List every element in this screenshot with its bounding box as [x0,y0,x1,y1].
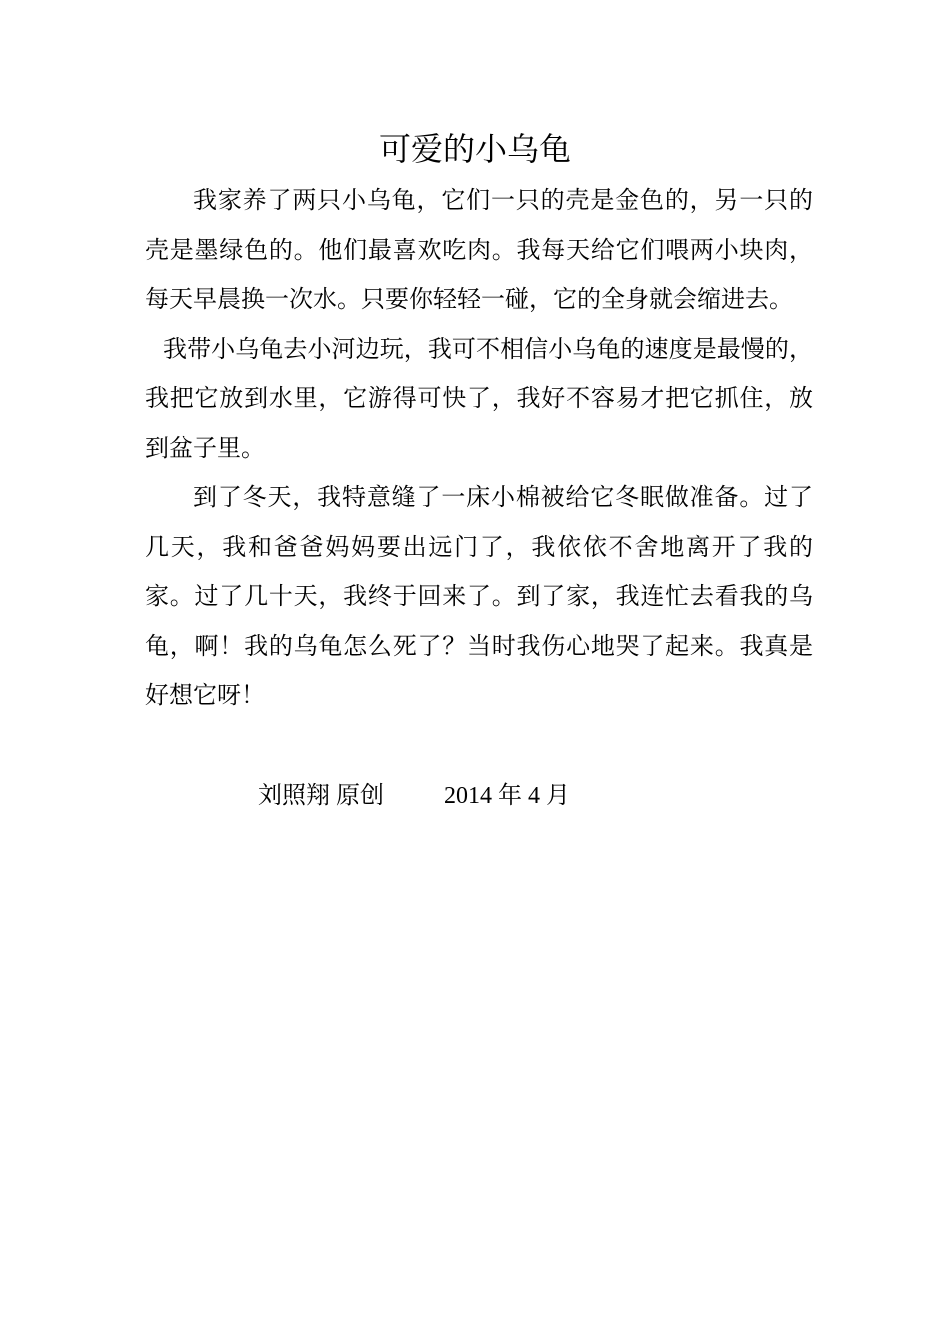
paragraph-1: 我家养了两只小乌龟，它们一只的壳是金色的，另一只的壳是墨绿色的。他们最喜欢吃肉。我每天给它们喂两小块肉，每天早晨换一次水。只要你轻轻一碰，它的全身就会缩进去。 [145,186,813,313]
document-body [145,176,813,721]
signature-line [258,774,570,818]
paragraph-2: 我带小乌龟去小河边玩，我可不相信小乌龟的速度是最慢的，我把它放到水里，它游得可快了，我好不容易才把它抓住，放到盆子里。 [145,334,813,462]
paragraph-3: 到了冬天，我特意缝了一床小棉被给它冬眠做准备。过了几天，我和爸爸妈妈要出远门了，我依依不舍地离开了我的家。过了几十天，我终于回来了。到了家，我连忙去看我的乌龟，啊！我的乌龟怎么死了？当时我伤心地哭了起来。我真是好想它呀！ [145,483,813,709]
signature-date: 2014 年 4 月 [444,783,570,809]
document-title: 可爱的小乌龟 [378,130,571,168]
signature-author: 刘照翔 原创 [258,783,384,809]
